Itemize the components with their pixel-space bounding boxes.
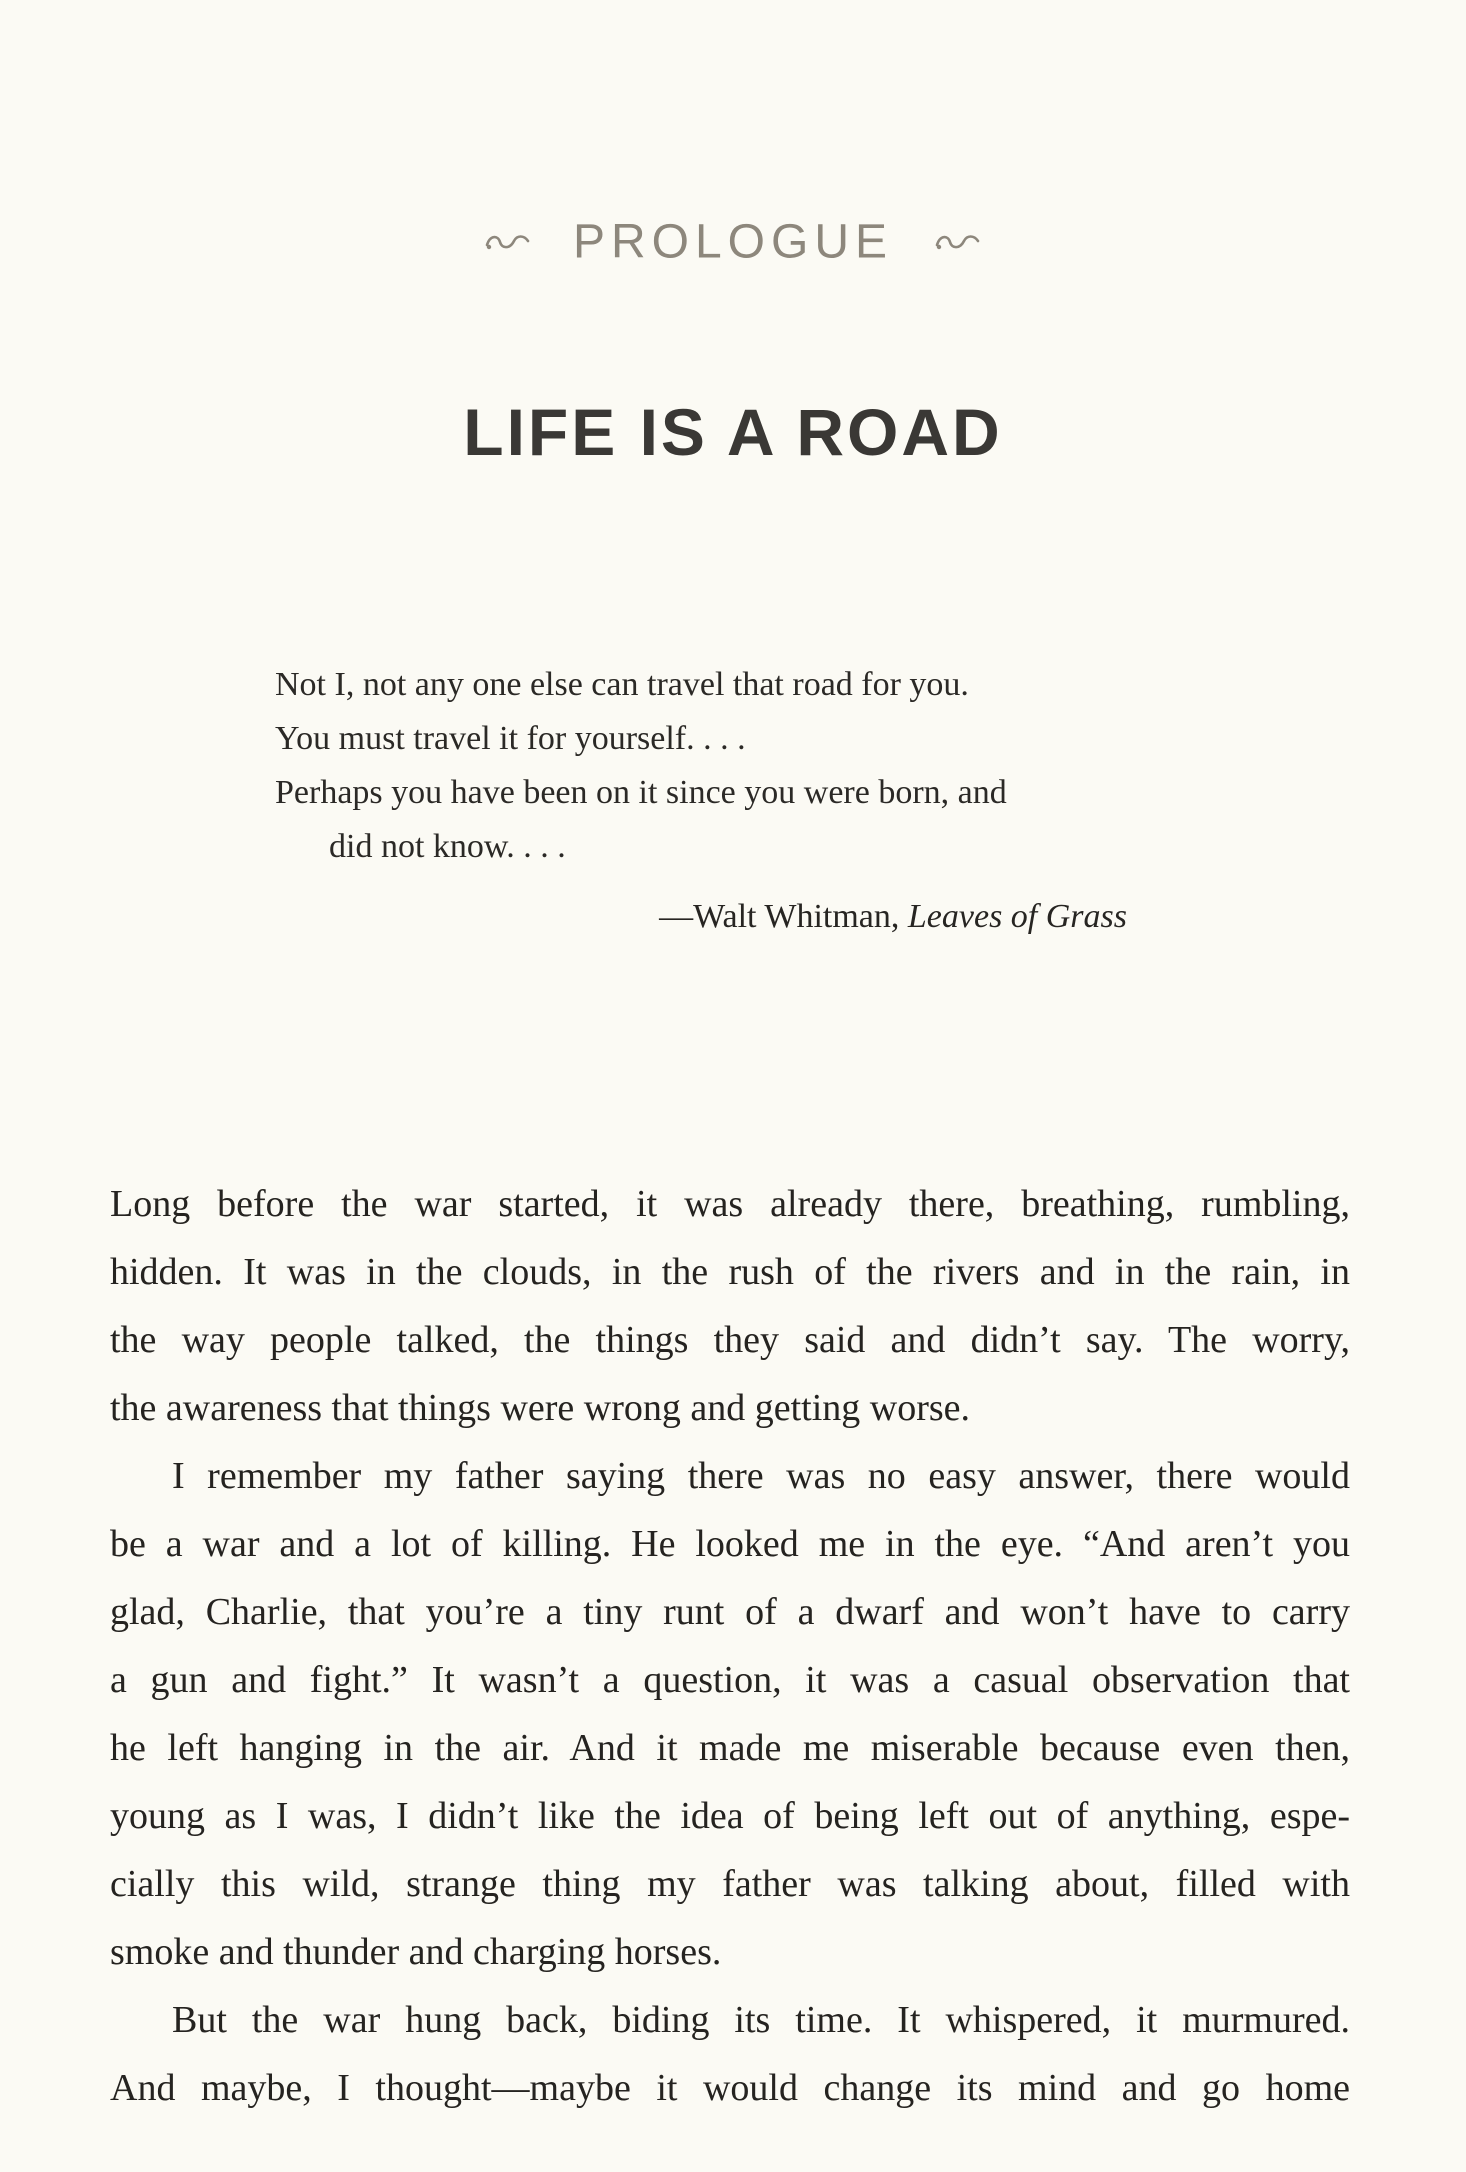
text-line: young as I was, I didn’t like the idea of being left out of anything, espe-	[110, 1795, 1350, 1837]
text-line: hidden. It was in the clouds, in the rush of the rivers and in the rain, in	[110, 1251, 1350, 1293]
epigraph	[275, 658, 1175, 874]
text-line: I remember my father saying there was no easy answer, there would	[172, 1455, 1350, 1497]
text-line: And maybe, I thought—maybe it would change its mind and go home	[110, 2067, 1350, 2109]
attribution-author: —Walt Whitman,	[659, 898, 908, 935]
epigraph-line: Perhaps you have been on it since you were born, and	[275, 774, 1007, 811]
chapter-kicker-label: PROLOGUE	[572, 215, 894, 269]
left-ornament-icon	[484, 231, 532, 253]
attribution-work: Leaves of Grass	[907, 898, 1127, 935]
text-line: Long before the war started, it was already there, breathing, rumbling,	[110, 1183, 1350, 1225]
text-line: the way people talked, the things they said and didn’t say. The worry,	[110, 1319, 1350, 1361]
epigraph-line: Not I, not any one else can travel that road for you.	[275, 666, 969, 703]
epigraph-line: You must travel it for yourself. . . .	[275, 720, 746, 757]
text-line: glad, Charlie, that you’re a tiny runt of a dwarf and won’t have to carry	[110, 1591, 1350, 1633]
chapter-kicker	[0, 208, 1466, 274]
body-text	[110, 1170, 1350, 2122]
text-line: be a war and a lot of killing. He looked me in the eye. “And aren’t you	[110, 1523, 1350, 1565]
paragraph	[110, 1986, 1350, 2122]
chapter-title: LIFE IS A ROAD	[463, 395, 1003, 469]
text-line: the awareness that things were wrong and getting worse.	[110, 1387, 971, 1429]
epigraph-line: did not know. . . .	[329, 828, 566, 865]
epigraph-attribution	[275, 890, 1127, 944]
text-line: a gun and fight.” It wasn’t a question, it was a casual observation that	[110, 1659, 1350, 1701]
text-line: But the war hung back, biding its time. It whispered, it murmured.	[172, 1999, 1350, 2041]
right-ornament-icon	[934, 231, 982, 253]
paragraph	[110, 1442, 1350, 1986]
text-line: smoke and thunder and charging horses.	[110, 1931, 722, 1973]
text-line: cially this wild, strange thing my father was talking about, filled with	[110, 1863, 1350, 1905]
text-line: he left hanging in the air. And it made me miserable because even then,	[110, 1727, 1350, 1769]
paragraph	[110, 1170, 1350, 1442]
